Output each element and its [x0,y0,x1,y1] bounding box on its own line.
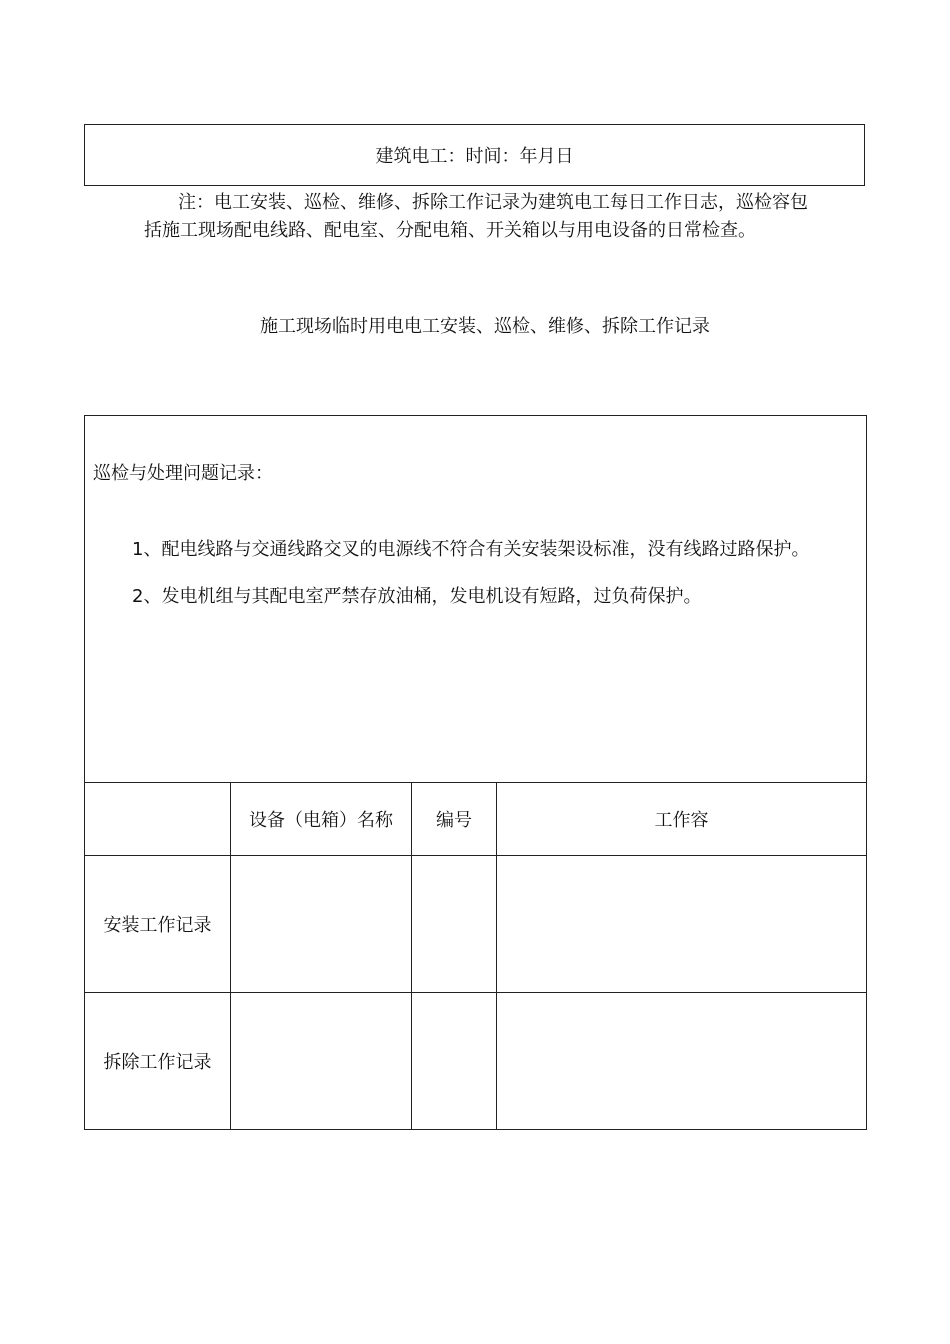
table-cell[interactable] [412,993,497,1130]
inspection-item: 1、配电线路与交通线路交叉的电源线不符合有关安装架设标准，没有线路过路保护。 [132,539,810,560]
inspection-item: 2、发电机组与其配电室严禁存放油桶，发电机设有短路，过负荷保护。 [132,586,702,607]
work-record-table [84,415,867,1130]
table-cell[interactable] [497,856,867,993]
header-cell-blank [85,783,231,856]
table-row [85,856,867,993]
header-box [84,124,865,186]
inspection-title: 巡检与处理问题记录： [93,463,273,484]
document-title: 施工现场临时用电电工安装、巡检、维修、拆除工作记录 [260,316,710,337]
header-text: 建筑电工：时间：年月日 [375,146,574,167]
header-cell-work-content: 工作容 [497,783,867,856]
header-cell-device-name: 设备（电箱）名称 [231,783,412,856]
header-cell-number: 编号 [412,783,497,856]
row-label-remove: 拆除工作记录 [85,993,231,1130]
table-row [85,993,867,1130]
table-header-row [85,783,867,856]
table-cell[interactable] [231,856,412,993]
note-paragraph: 注：电工安装、巡检、维修、拆除工作记录为建筑电工每日工作日志，巡检容包括施工现场配电线路、配电室、分配电箱、开关箱以与用电设备的日常检查。 [144,192,808,241]
table-cell[interactable] [412,856,497,993]
table-cell[interactable] [497,993,867,1130]
row-label-install: 安装工作记录 [85,856,231,993]
inspection-cell [85,416,867,783]
table-cell[interactable] [231,993,412,1130]
